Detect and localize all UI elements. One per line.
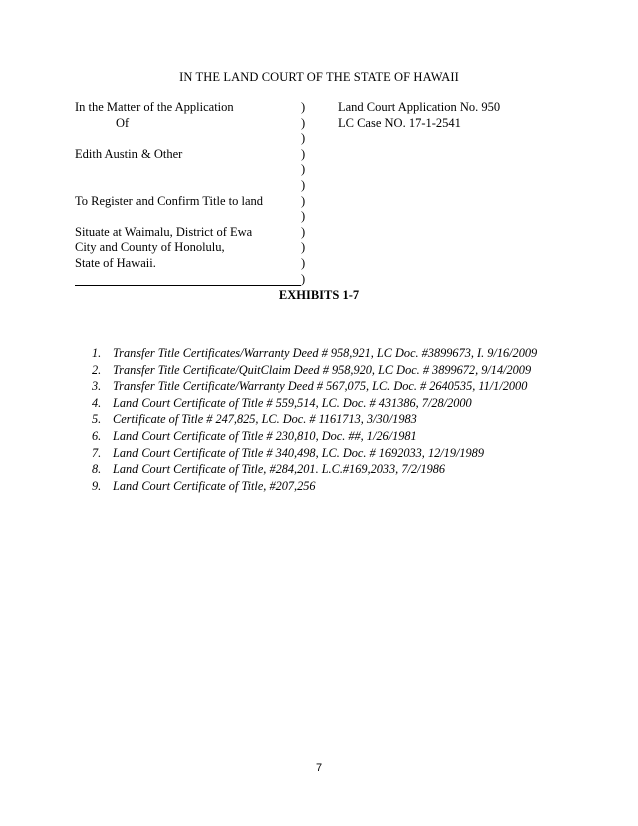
caption-right-text: Land Court Application No. 950 (338, 100, 501, 114)
exhibit-number: 7. (92, 445, 102, 460)
caption-parenthesis: ) (301, 177, 306, 192)
exhibits-heading (0, 288, 638, 303)
caption-underline (75, 285, 301, 286)
exhibit-item (92, 461, 622, 478)
caption-left-text: To Register and Confirm Title to land (75, 193, 264, 208)
exhibit-item (92, 395, 622, 412)
exhibit-text: Land Court Certificate of Title # 559,514, LC. Doc. # 431386, 7/28/2000 (113, 395, 472, 410)
caption-parenthesis: ) (301, 131, 306, 146)
exhibit-number: 2. (92, 362, 102, 377)
exhibits-heading-text: EXHIBITS 1-7 (278, 288, 360, 302)
caption-parenthesis: ) (301, 100, 306, 114)
exhibit-item (92, 378, 622, 395)
exhibit-item (92, 478, 622, 495)
caption-row (75, 240, 575, 256)
caption-left-text: In the Matter of the Application (75, 100, 234, 114)
exhibit-number: 3. (92, 379, 102, 394)
exhibit-text: Certificate of Title # 247,825, LC. Doc. # 1161713, 3/30/1983 (113, 412, 417, 427)
exhibit-item (92, 445, 622, 462)
caption-left-text: Of (116, 115, 130, 130)
caption-row (75, 131, 575, 147)
case-caption (75, 100, 575, 287)
exhibit-number: 6. (92, 428, 102, 443)
exhibit-text: Land Court Certificate of Title, #284,201. L.C.#169,2033, 7/2/1986 (113, 462, 446, 477)
caption-row (75, 225, 575, 241)
exhibit-list (92, 345, 622, 494)
caption-left-text: City and County of Honolulu, (75, 240, 225, 255)
caption-right-text: LC Case NO. 17-1-2541 (338, 115, 461, 130)
caption-left-text: Edith Austin & Other (75, 146, 183, 161)
exhibit-number: 1. (92, 346, 102, 360)
exhibit-item (92, 362, 622, 379)
caption-row (75, 162, 575, 178)
caption-parenthesis: ) (301, 255, 306, 270)
exhibit-item (92, 428, 622, 445)
exhibit-item (92, 345, 622, 362)
exhibit-text: Land Court Certificate of Title, #207,256 (113, 478, 316, 493)
exhibit-number: 9. (92, 478, 102, 493)
exhibit-number: 8. (92, 462, 102, 477)
exhibit-number: 5. (92, 412, 102, 427)
caption-parenthesis: ) (301, 162, 306, 177)
caption-parenthesis: ) (301, 271, 306, 286)
caption-parenthesis: ) (301, 240, 306, 255)
exhibit-text: Transfer Title Certificates/Warranty Deed # 958,921, LC Doc. #3899673, I. 9/16/2009 (113, 346, 538, 360)
caption-row (75, 147, 575, 163)
page-number: 7 (315, 762, 323, 774)
exhibit-text: Transfer Title Certificate/QuitClaim Deed # 958,920, LC Doc. # 3899672, 9/14/2009 (113, 362, 532, 377)
exhibit-text: Land Court Certificate of Title # 230,810, Doc. ##, 1/26/1981 (113, 428, 417, 443)
caption-parenthesis: ) (301, 115, 306, 130)
caption-left-text: State of Hawaii. (75, 255, 156, 270)
caption-row (75, 178, 575, 194)
caption-row (75, 194, 575, 210)
exhibit-text: Land Court Certificate of Title # 340,498, LC. Doc. # 1692033, 12/19/1989 (113, 445, 484, 460)
exhibit-number: 4. (92, 395, 102, 410)
caption-row (75, 116, 575, 132)
court-title: IN THE LAND COURT OF THE STATE OF HAWAII (179, 70, 459, 84)
caption-row (75, 209, 575, 225)
caption-left-text: Situate at Waimalu, District of Ewa (75, 224, 253, 239)
caption-row (75, 100, 575, 116)
caption-row (75, 272, 575, 288)
exhibit-text: Transfer Title Certificate/Warranty Deed # 567,075, LC. Doc. # 2640535, 11/1/2000 (113, 379, 528, 394)
caption-parenthesis: ) (301, 146, 306, 161)
caption-parenthesis: ) (301, 193, 306, 208)
caption-parenthesis: ) (301, 224, 306, 239)
caption-row (75, 256, 575, 272)
caption-parenthesis: ) (301, 209, 306, 224)
exhibit-item (92, 411, 622, 428)
